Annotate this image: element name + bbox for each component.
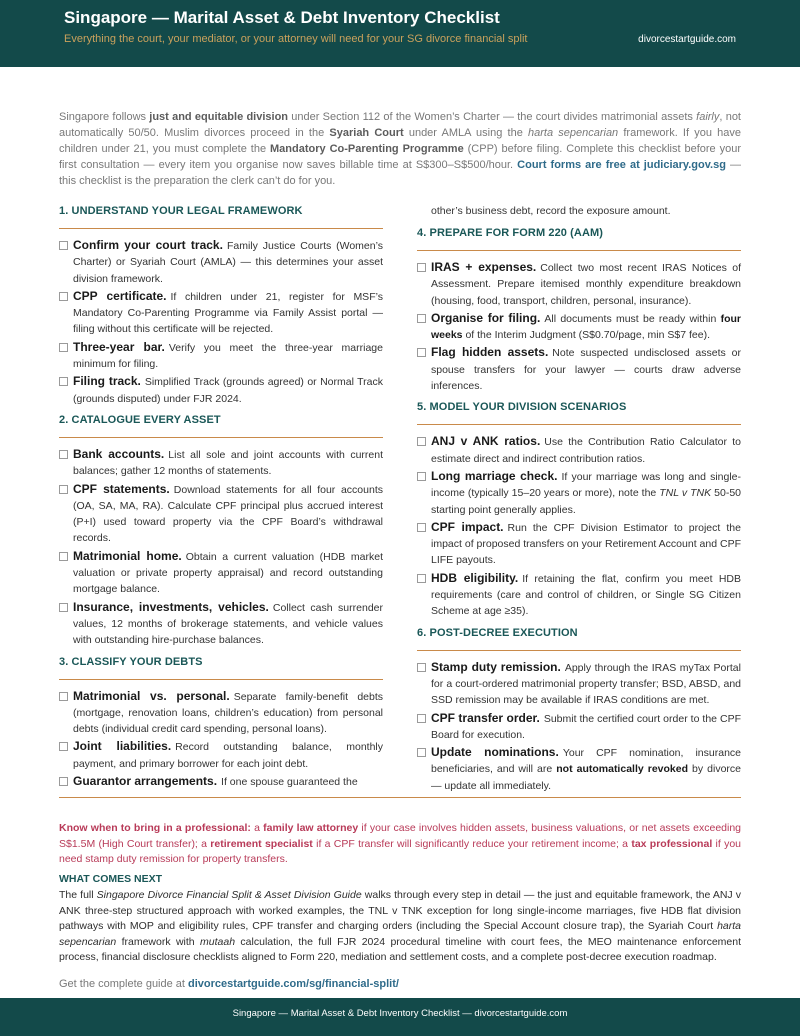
- checklist-item[interactable]: [417, 710, 741, 744]
- next-text: walks through every step in detail — the just and equitable framework, the ANJ v ANK three-step structured approach with worked examples, the TNL v TNK exception for long single-income marriages, five HDB flat division pathways with MOP and eligibility rules, CPF transfer and charging orders (including the Special Account closure trap), the Syariah Court: [59, 889, 741, 932]
- item-text: Note suspected undisclosed assets or spouse transfers for your lawyer — courts draw adverse inferences.: [431, 347, 741, 393]
- intro-text: under Section 112 of the Women’s Charter — the court divides matrimonial assets: [288, 111, 697, 123]
- intro-text: framework. If you have children under 21, you must complete the: [59, 127, 741, 155]
- checkbox[interactable]: [59, 292, 68, 301]
- item-text: Obtain a current valuation (HDB market valuation or private property appraisal) and record outstanding mortgage balance.: [73, 550, 384, 596]
- item-lead: Matrimonial home.: [73, 548, 182, 563]
- item-lead: IRAS + expenses.: [431, 260, 537, 274]
- next-italic: harta sepencarian: [59, 920, 741, 948]
- item-text: Simplified Track (grounds agreed) or Normal Track (grounds disputed) under FJR 2024.: [73, 376, 383, 405]
- item-lead: Update nominations.: [431, 745, 559, 760]
- checkbox[interactable]: [59, 692, 68, 701]
- intro-italic: fairly: [696, 111, 720, 123]
- item-text: Use the Contribution Ratio Calculator to estimate direct and indirect contribution ratios.: [431, 436, 742, 465]
- checklist-item[interactable]: [59, 288, 383, 338]
- checkbox[interactable]: [417, 748, 426, 757]
- item-text: Run the CPF Division Estimator to project the impact of proposed transfers on your Retirement Account and CPF LIFE payouts.: [431, 521, 741, 567]
- item-lead: Bank accounts.: [73, 446, 165, 461]
- item-text: by divorce — update all immediately.: [431, 763, 742, 792]
- section-divider: [59, 797, 741, 798]
- intro-bold: Mandatory Co-Parenting Programme: [270, 143, 464, 155]
- checkbox[interactable]: [417, 314, 426, 323]
- checkbox[interactable]: [59, 777, 68, 786]
- item-lead: Joint liabilities.: [73, 739, 172, 754]
- pro-bold: family law attorney: [263, 822, 359, 834]
- page-subtitle: Everything the court, your mediator, or your attorney will need for your SG divorce financial split: [64, 33, 528, 45]
- checklist-item[interactable]: [417, 310, 741, 344]
- item-text: Collect two most recent IRAS Notices of Assessment. Prepare itemised monthly expenditure breakdown (housing, food, transport, children, personal, insurance).: [431, 262, 741, 307]
- pro-text: if a CPF transfer will significantly reduce your retirement income; a: [312, 837, 632, 850]
- item-text: Record outstanding balance, monthly payment, and primary borrower for each joint debt.: [73, 741, 383, 770]
- checklist-item[interactable]: [59, 738, 383, 772]
- checkbox[interactable]: [417, 523, 426, 532]
- checkbox[interactable]: [417, 472, 426, 481]
- checklist-item[interactable]: [59, 599, 383, 649]
- item-text: If your marriage was long and single-income (typically 15–20 years or more), note the: [431, 470, 742, 500]
- item-text: Separate family-benefit debts (mortgage, renovation loans, children’s education) from personal debts (individual credit card spending, personal loans).: [73, 690, 383, 736]
- item-text: Submit the certified court order to the CPF Board for execution.: [431, 712, 741, 741]
- item-text: Apply through the IRAS myTax Portal for a court-ordered matrimonial property transfer; BSD, ABSD, and SSD remission may be available if IRAS conditions are met.: [431, 661, 741, 707]
- site-link[interactable]: divorcestartguide.com: [638, 34, 736, 45]
- checkbox[interactable]: [59, 742, 68, 751]
- item-text: If retaining the flat, confirm you meet HDB requirements (care and control of children, or Single SG Citizen Scheme at age ≥35).: [431, 572, 741, 618]
- intro-text: under AMLA using the: [403, 127, 528, 139]
- item-bold: four weeks: [431, 312, 741, 342]
- item-lead: CPF statements.: [73, 481, 170, 496]
- item-lead: Three-year bar.: [73, 339, 165, 354]
- item-text: Verify you meet the three-year marriage minimum for filing.: [73, 341, 383, 371]
- intro-text: , not automatically 50/50. Muslim divorces proceed in the: [59, 111, 741, 139]
- item-lead: Insurance, investments, vehicles.: [73, 599, 269, 614]
- section-title: 4. PREPARE FOR FORM 220 (AAM): [417, 225, 741, 251]
- next-text: calculation, the full FJR 2024 procedural timeline with court fees, the MEO maintenance enforcement process, financial disclosure checklists aligned to Form 220, mediation and settlement costs, and a complete post-decree execution roadmap.: [59, 935, 742, 963]
- whats-next-body: [59, 888, 741, 966]
- checkbox[interactable]: [59, 603, 68, 612]
- item-text: 50-50 starting point generally applies.: [431, 487, 741, 516]
- checklist-item[interactable]: [417, 519, 741, 569]
- checklist-item[interactable]: [59, 688, 383, 738]
- item-lead: CPF transfer order.: [431, 710, 540, 725]
- checkbox[interactable]: [417, 714, 426, 723]
- item-lead: Confirm your court track.: [73, 238, 223, 252]
- page-title: Singapore — Marital Asset & Debt Inventory Checklist: [64, 8, 500, 27]
- item-lead: Guarantor arrangements.: [73, 774, 218, 789]
- checklist-item[interactable]: [59, 237, 383, 287]
- checklist-item[interactable]: [417, 659, 741, 709]
- checklist-item[interactable]: [417, 344, 741, 394]
- item-text: of the Interim Judgment (S$0.70/page, min S$7 fee).: [462, 329, 711, 342]
- item-lead: Stamp duty remission.: [431, 659, 561, 674]
- intro-paragraph: [59, 109, 741, 189]
- item-lead: Flag hidden assets.: [431, 345, 549, 360]
- item-lead: Filing track.: [73, 374, 141, 389]
- intro-text: — this checklist is the preparation the clerk can’t do for you.: [59, 159, 741, 187]
- checkbox[interactable]: [417, 663, 426, 672]
- next-text: The full: [59, 889, 97, 901]
- pro-text: if your case involves hidden assets, business valuations, or net assets exceeding S$1.5M (High Court transfer); a: [59, 822, 742, 850]
- section-title: 5. MODEL YOUR DIVISION SCENARIOS: [417, 399, 741, 425]
- page-header: [0, 0, 800, 67]
- item-text: If children under 21, register for MSF’s Mandatory Co-Parenting Programme via Family Assist portal — filing without this certificate will be rejected.: [73, 290, 383, 336]
- checkbox[interactable]: [417, 263, 426, 272]
- pro-bold: tax professional: [631, 837, 713, 850]
- pro-text: a: [250, 822, 264, 834]
- item-text: Download statements for all four accounts (OA, SA, MA, RA). Calculate CPF principal plus accrued interest (P+I) used toward property via the CPF Board’s withdrawal records.: [73, 483, 383, 545]
- item-lead: Organise for filing.: [431, 310, 541, 325]
- item-italic: TNL v TNK: [659, 487, 712, 500]
- checklist-item[interactable]: [59, 446, 383, 480]
- checkbox[interactable]: [417, 348, 426, 357]
- section-title: 6. POST-DECREE EXECUTION: [417, 625, 741, 651]
- checklist-item[interactable]: [59, 773, 383, 790]
- checklist-item[interactable]: [417, 570, 741, 620]
- guide-cta: [59, 978, 399, 990]
- checkbox[interactable]: [59, 377, 68, 386]
- checklist-item[interactable]: [59, 339, 383, 373]
- item-lead: Matrimonial vs. personal.: [73, 688, 230, 703]
- judiciary-link[interactable]: Court forms are free at judiciary.gov.sg: [517, 159, 726, 171]
- item-text: If one spouse guaranteed the: [221, 776, 358, 789]
- checklist-item[interactable]: [417, 468, 741, 518]
- pro-bold: Know when to bring in a professional:: [59, 822, 251, 834]
- checkbox[interactable]: [59, 552, 68, 561]
- checkbox[interactable]: [417, 437, 426, 446]
- checkbox[interactable]: [59, 450, 68, 459]
- checkbox[interactable]: [417, 574, 426, 583]
- pro-bold: retirement specialist: [210, 837, 313, 850]
- item-continuation: other’s business debt, record the exposure amount.: [431, 205, 671, 217]
- page-footer: Singapore — Marital Asset & Debt Inventory Checklist — divorcestartguide.com: [0, 998, 800, 1036]
- item-lead: Long marriage check.: [431, 468, 558, 483]
- item-text: Family Justice Courts (Women’s Charter) or Syariah Court (AMLA) — this determines your asset division framework.: [73, 240, 383, 285]
- item-text: All documents must be ready within: [544, 312, 721, 325]
- next-italic: mutaah: [200, 935, 236, 948]
- checklist-item[interactable]: [417, 744, 741, 794]
- item-text: List all sole and joint accounts with current balances; gather 12 months of statements.: [73, 448, 383, 478]
- intro-bold: Syariah Court: [329, 127, 404, 139]
- item-lead: CPP certificate.: [73, 288, 167, 303]
- section-title: 1. UNDERSTAND YOUR LEGAL FRAMEWORK: [59, 203, 383, 229]
- item-bold: not automatically revoked: [556, 763, 689, 776]
- whats-next-title: WHAT COMES NEXT: [59, 873, 163, 885]
- guide-link[interactable]: divorcestartguide.com/sg/financial-split/: [188, 978, 399, 990]
- checklist-item[interactable]: [59, 548, 383, 598]
- intro-text: (CPP) before filing. Complete this checklist before your first consultation — every item you organise now saves billable time at S$300–S$500/hour.: [59, 143, 741, 171]
- intro-bold: just and equitable division: [149, 111, 289, 123]
- pro-text: if you need stamp duty remission for property transfers.: [59, 837, 742, 865]
- next-text: framework with: [116, 935, 201, 948]
- item-lead: CPF impact.: [431, 519, 504, 534]
- left-column: [59, 203, 383, 791]
- item-lead: HDB eligibility.: [431, 570, 519, 585]
- checkbox[interactable]: [59, 485, 68, 494]
- checklist-item[interactable]: [59, 373, 383, 407]
- item-text: Your CPF nomination, insurance beneficiaries, and will are: [431, 747, 742, 776]
- item-lead: ANJ v ANK ratios.: [431, 434, 541, 449]
- checklist-item[interactable]: [417, 259, 741, 309]
- section-title: 2. CATALOGUE EVERY ASSET: [59, 412, 383, 438]
- next-italic: Singapore Divorce Financial Split & Asset Division Guide: [96, 889, 362, 901]
- professional-note: [59, 821, 741, 868]
- checkbox[interactable]: [59, 343, 68, 352]
- checklist-item[interactable]: [59, 481, 383, 547]
- section-title: 3. CLASSIFY YOUR DEBTS: [59, 654, 383, 680]
- checklist-item[interactable]: [417, 433, 741, 467]
- cta-text: Get the complete guide at: [59, 978, 189, 990]
- item-text: Collect cash surrender values, 12 months of brokerage statements, and vehicle values with outstanding hire-purchase balances.: [73, 601, 383, 647]
- intro-italic: harta sepencarian: [528, 127, 619, 139]
- intro-text: Singapore follows: [59, 111, 150, 123]
- checkbox[interactable]: [59, 241, 68, 250]
- right-column: [417, 203, 741, 795]
